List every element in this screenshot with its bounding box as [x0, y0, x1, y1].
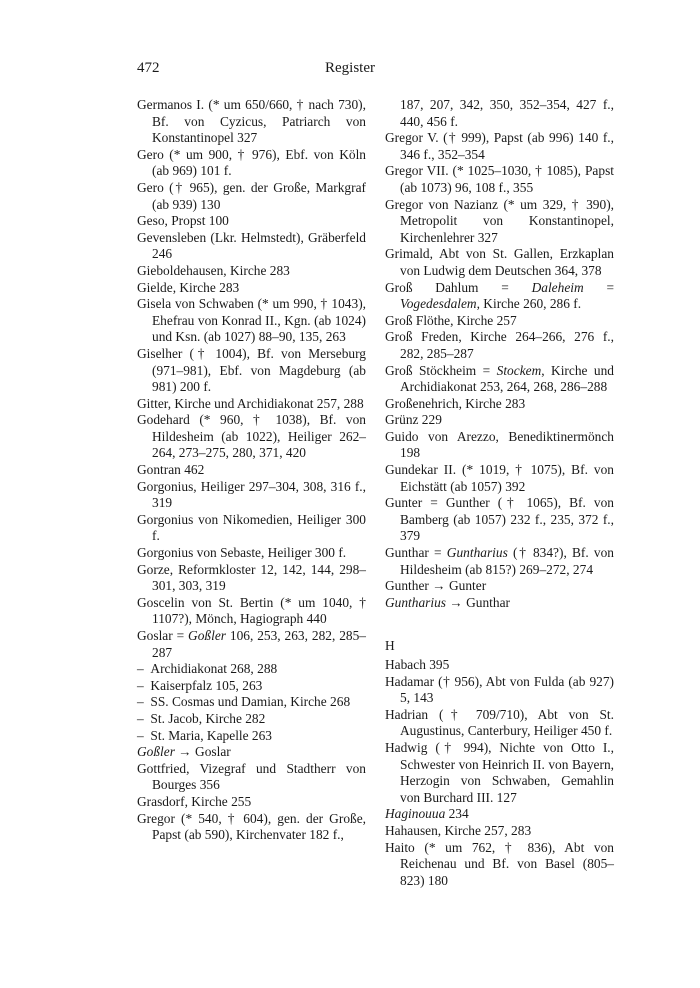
index-entry: Gregor V. († 999), Papst (ab 996) 140 f., 346 f., 352–354: [385, 130, 614, 162]
index-subentry: [137, 728, 366, 745]
index-entry: Gero († 965), gen. der Große, Markgraf (ab 939) 130: [137, 179, 366, 212]
index-entry: Gielde, Kirche 283: [137, 279, 240, 295]
entry-text: =: [583, 279, 614, 295]
index-entry-gross-dahlum: [385, 280, 614, 313]
index-entry: Hadrian († 709/710), Abt von St. Augustinus, Canterbury, Heiliger 450 f.: [385, 706, 614, 739]
entry-term: Haginouua: [385, 806, 446, 822]
index-cross-reference: [137, 744, 366, 761]
subentry-text: SS. Cosmas und Damian, Kirche 268: [150, 694, 351, 710]
subentry-dash: –: [137, 727, 144, 743]
index-entry: Grimald, Abt von St. Gallen, Erzkaplan von Ludwig dem Deutschen 364, 378: [385, 246, 614, 278]
section-letter: H: [385, 638, 395, 654]
index-entry-gross-stoeckheim: [385, 363, 614, 396]
index-entry: Gevensleben (Lkr. Helmstedt), Gräberfeld 246: [137, 229, 366, 262]
index-entry: Gontran 462: [137, 462, 205, 478]
subentry-dash: –: [137, 661, 144, 677]
index-entry: Hadamar († 956), Abt von Fulda (ab 927) 5, 143: [385, 673, 614, 706]
index-entry: Gregor VII. (* 1025–1030, † 1085), Papst (ab 1073) 96, 108 f., 355: [385, 163, 614, 195]
index-entry-haginouua: [385, 806, 614, 823]
entry-variant: Guntharius: [446, 545, 508, 561]
entry-variant: Stockem: [496, 362, 542, 378]
index-entry: Groß Freden, Kirche 264–266, 276 f., 282, 285–287: [385, 329, 614, 361]
index-entry: Gundekar II. (* 1019, † 1075), Bf. von Eichstätt (ab 1057) 392: [385, 462, 614, 494]
reference-term: Guntharius: [385, 594, 447, 610]
subentry-text: Archidiakonat 268, 288: [150, 661, 278, 677]
index-entry: Germanos I. (* um 650/660, † nach 730), Bf. von Cyzicus, Patriarch von Konstantinopel 327: [137, 97, 366, 146]
section-gap: [385, 611, 614, 638]
index-subentry: [137, 678, 366, 695]
index-entry: Gitter, Kirche und Archidiakonat 257, 288: [137, 395, 364, 411]
reference-term: Goßler: [137, 744, 175, 760]
index-entry: Grasdorf, Kirche 255: [137, 793, 252, 809]
subentry-text: St. Maria, Kapelle 263: [150, 727, 273, 743]
index-entry-continuation: 187, 207, 342, 350, 352–354, 427 f., 440, 456 f.: [400, 97, 614, 129]
index-cross-reference: [385, 578, 614, 595]
entry-text: († 834?), Bf. von Hildesheim (ab 815?) 269–272, 274: [400, 545, 614, 577]
index-entry: Grünz 229: [385, 412, 442, 428]
reference-term: Gunther: [385, 578, 429, 594]
index-entry: Giselher († 1004), Bf. von Merseburg (971–981), Ebf. von Magdeburg (ab 981) 200 f.: [137, 345, 366, 395]
index-entry: Gregor (* 540, † 604), gen. der Große, Papst (ab 590), Kirchenvater 182 f.,: [137, 810, 366, 843]
entry-text: Goslar =: [137, 628, 189, 643]
entry-variant: Vogedesdalem: [400, 296, 477, 312]
index-entry: Gregor von Nazianz (* um 329, † 390), Metropolit von Konstantinopel, Kirchenlehrer 327: [385, 196, 614, 245]
index-entry: Gero (* um 900, † 976), Ebf. von Köln (ab 969) 101 f.: [137, 146, 366, 179]
index-entry: Großenehrich, Kirche 283: [385, 395, 526, 411]
index-entry: Groß Flöthe, Kirche 257: [385, 312, 517, 328]
reference-target: Gunter: [448, 578, 487, 594]
index-entry-goslar: [137, 628, 366, 661]
index-entry: Geso, Propst 100: [137, 213, 229, 229]
index-entry: Haito (* um 762, † 836), Abt von Reichenau und Bf. von Basel (805–823) 180: [385, 839, 614, 888]
index-entry: Godehard (* 960, † 1038), Bf. von Hildesheim (ab 1022), Heiliger 262–264, 273–275, 280, 371, 420: [137, 412, 366, 461]
index-subentry: [137, 661, 366, 678]
entry-text: 234: [445, 806, 469, 822]
index-entry: Habach 395: [385, 657, 450, 672]
index-entry: Gieboldehausen, Kirche 283: [137, 262, 290, 278]
right-column: [385, 97, 614, 889]
entry-text: Groß Stöckheim =: [385, 362, 497, 378]
entry-text: Gunthar =: [385, 545, 447, 561]
reference-target: Gunthar: [466, 594, 510, 610]
arrow-icon: →: [428, 578, 449, 594]
index-subentry: [137, 711, 366, 728]
index-entry: Gorgonius von Sebaste, Heiliger 300 f.: [137, 545, 347, 561]
entry-text: , Kirche 260, 286 f.: [476, 296, 582, 312]
subentry-text: St. Jacob, Kirche 282: [150, 710, 266, 726]
index-entry: Gisela von Schwaben (* um 990, † 1043), Ehefrau von Konrad II., Kgn. (ab 1024) und Ksn. (ab 1027) 88–90, 135, 263: [137, 296, 366, 345]
index-entry: Hadwig († 994), Nichte von Otto I., Schwester von Heinrich II. von Bayern, Herzogin von Schwaben, Gemahlin von Burchard III. 127: [385, 739, 614, 805]
index-entry: Gorgonius, Heiliger 297–304, 308, 316 f., 319: [137, 478, 366, 511]
arrow-icon: →: [174, 744, 196, 760]
index-entry: Gorze, Reformkloster 12, 142, 144, 298–301, 303, 319: [137, 561, 366, 594]
index-cross-reference: [385, 595, 614, 612]
index-entry-gunthar: [385, 545, 614, 578]
entry-text: 106, 253, 263, 282, 285–287: [152, 628, 366, 660]
running-head: Register: [325, 60, 375, 76]
index-entry: Guido von Arezzo, Benediktinermönch 198: [385, 428, 614, 461]
index-entry: Gottfried, Vizegraf und Stadtherr von Bourges 356: [137, 760, 366, 793]
entry-variant: Goßler: [188, 628, 226, 643]
index-entry: Gunter = Gunther († 1065), Bf. von Bamberg (ab 1057) 232 f., 235, 372 f., 379: [385, 495, 614, 544]
reference-target: Goslar: [195, 744, 231, 760]
entry-text: Groß Dahlum =: [385, 279, 532, 295]
entry-variant: Daleheim: [531, 279, 584, 295]
entry-text: , Kirche und Archidiakonat 253, 264, 268, 286–288: [400, 362, 614, 395]
index-entry: Gorgonius von Nikomedien, Heiliger 300 f.: [137, 511, 366, 544]
left-column: [137, 97, 366, 844]
subentry-dash: –: [137, 677, 144, 693]
arrow-icon: →: [446, 594, 467, 610]
index-subentry: [137, 694, 366, 711]
subentry-dash: –: [137, 710, 144, 726]
index-entry: Goscelin von St. Bertin (* um 1040, † 1107?), Mönch, Hagiograph 440: [137, 594, 366, 627]
subentry-text: Kaiserpfalz 105, 263: [150, 677, 263, 693]
subentry-dash: –: [137, 694, 144, 710]
index-entry: Hahausen, Kirche 257, 283: [385, 822, 532, 838]
page-number: 472: [137, 60, 160, 76]
